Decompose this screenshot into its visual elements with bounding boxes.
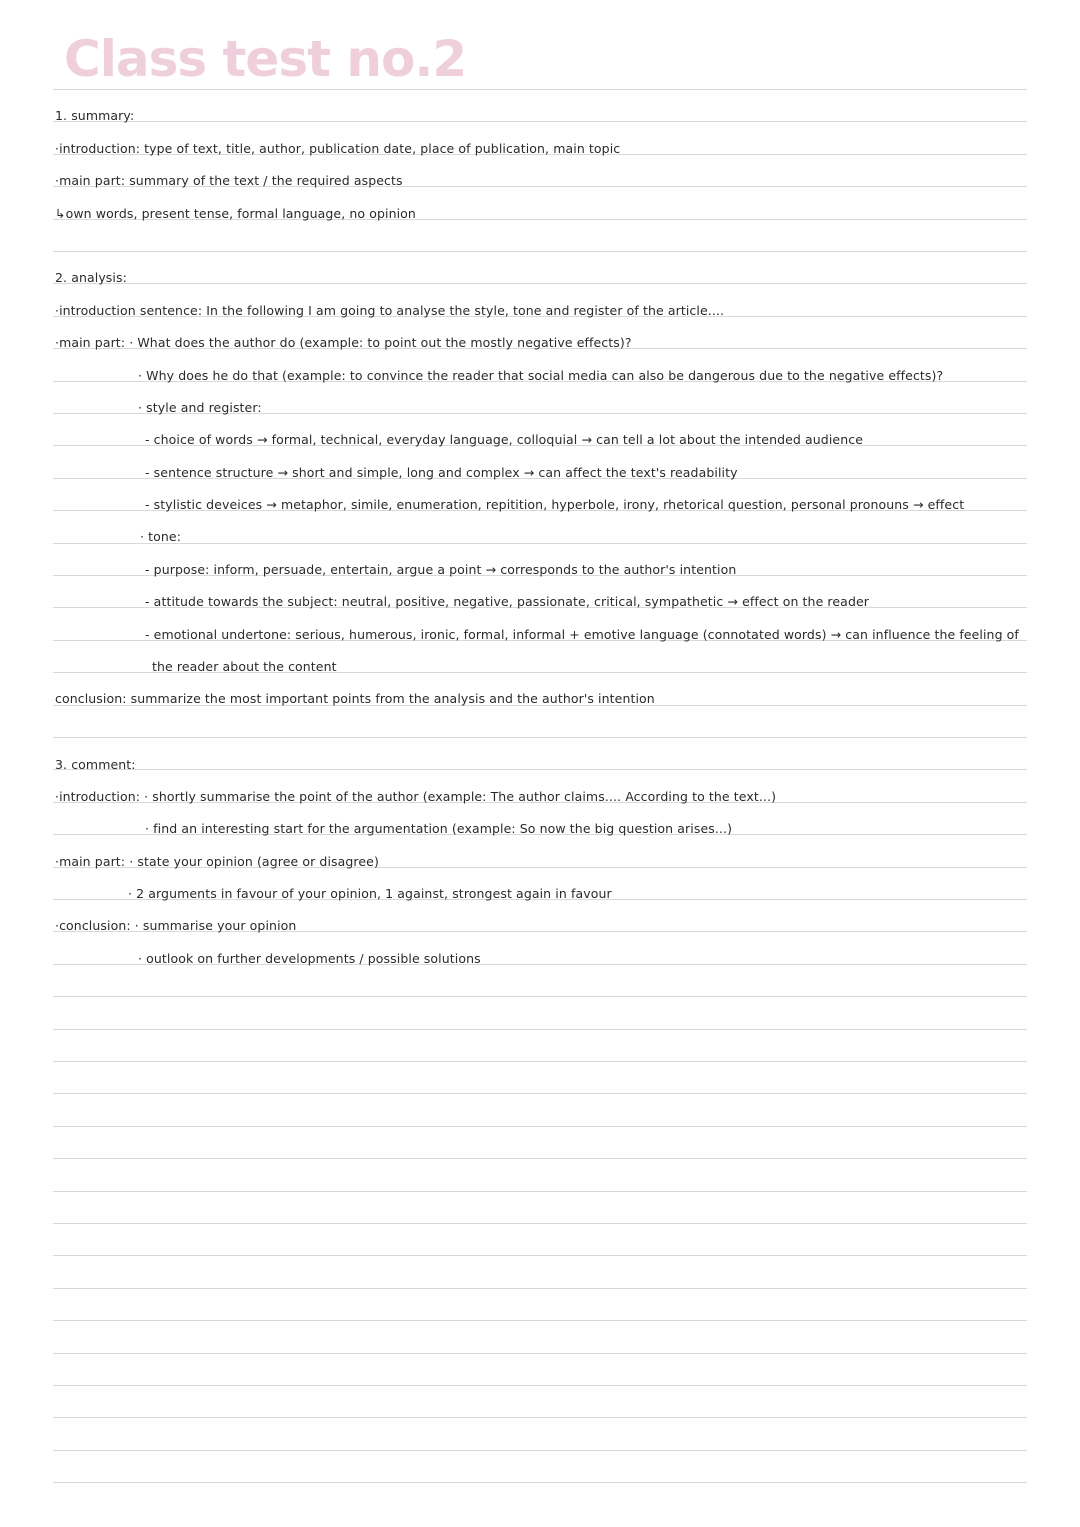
ruled-line: [53, 1288, 1027, 1289]
ruled-line: [53, 1029, 1027, 1030]
ruled-line: [53, 1320, 1027, 1321]
ruled-line: [53, 1255, 1027, 1256]
text-line: - emotional undertone: serious, humerous, ironic, formal, informal + emotive language (connotated words) → can influence the feeling of: [145, 627, 1019, 642]
text-line: ·introduction: type of text, title, author, publication date, place of publication, main topic: [55, 141, 621, 156]
text-line: - attitude towards the subject: neutral, positive, negative, passionate, critical, sympathetic → effect on the reader: [145, 594, 870, 609]
ruled-line: [53, 1417, 1027, 1418]
ruled-line: [53, 1191, 1027, 1192]
ruled-line: [53, 1385, 1027, 1386]
ruled-line: [53, 1093, 1027, 1094]
text-line: ·conclusion: · summarise your opinion: [55, 918, 297, 933]
ruled-line: [53, 1126, 1027, 1127]
text-line: ·main part: summary of the text / the required aspects: [55, 173, 403, 188]
section-heading-summary: 1. summary:: [55, 108, 135, 123]
text-line: - stylistic deveices → metaphor, simile, enumeration, repitition, hyperbole, irony, rhetorical question, personal pronouns → effect: [145, 497, 965, 512]
ruled-line: [53, 251, 1027, 252]
ruled-line: [53, 1353, 1027, 1354]
ruled-line: [53, 737, 1027, 738]
text-line: ↳own words, present tense, formal language, no opinion: [55, 206, 416, 221]
ruled-line: [53, 1223, 1027, 1224]
text-line: · find an interesting start for the argumentation (example: So now the big question arises...): [145, 821, 733, 836]
page-title: Class test no.2: [64, 30, 467, 88]
ruled-line: [53, 543, 1027, 544]
text-line: · tone:: [140, 529, 182, 544]
ruled-line: [53, 1158, 1027, 1159]
text-line: · Why does he do that (example: to convince the reader that social media can also be dangerous due to the negative effects)?: [138, 368, 944, 383]
text-line: - sentence structure → short and simple, long and complex → can affect the text's readability: [145, 465, 738, 480]
text-line: · style and register:: [138, 400, 262, 415]
text-line: conclusion: summarize the most important points from the analysis and the author's intention: [55, 691, 655, 706]
section-heading-comment: 3. comment:: [55, 757, 136, 772]
section-heading-analysis: 2. analysis:: [55, 270, 127, 285]
ruled-line: [53, 89, 1027, 90]
text-line: ·main part: · What does the author do (example: to point out the mostly negative effects)?: [55, 335, 632, 350]
text-line: ·main part: · state your opinion (agree or disagree): [55, 854, 379, 869]
text-line: ·introduction sentence: In the following I am going to analyse the style, tone and register of the article....: [55, 303, 725, 318]
ruled-line: [53, 1450, 1027, 1451]
text-line: · 2 arguments in favour of your opinion, 1 against, strongest again in favour: [128, 886, 612, 901]
text-line: · outlook on further developments / possible solutions: [138, 951, 481, 966]
ruled-line: [53, 283, 1027, 284]
ruled-line: [53, 996, 1027, 997]
text-line: - purpose: inform, persuade, entertain, argue a point → corresponds to the author's intention: [145, 562, 737, 577]
ruled-line: [53, 1482, 1027, 1483]
text-line: ·introduction: · shortly summarise the point of the author (example: The author claims.... According to the text...): [55, 789, 777, 804]
ruled-line: [53, 1061, 1027, 1062]
text-line: the reader about the content: [152, 659, 337, 674]
text-line: - choice of words → formal, technical, everyday language, colloquial → can tell a lot about the intended audience: [145, 432, 863, 447]
ruled-line: [53, 121, 1027, 122]
ruled-line: [53, 769, 1027, 770]
